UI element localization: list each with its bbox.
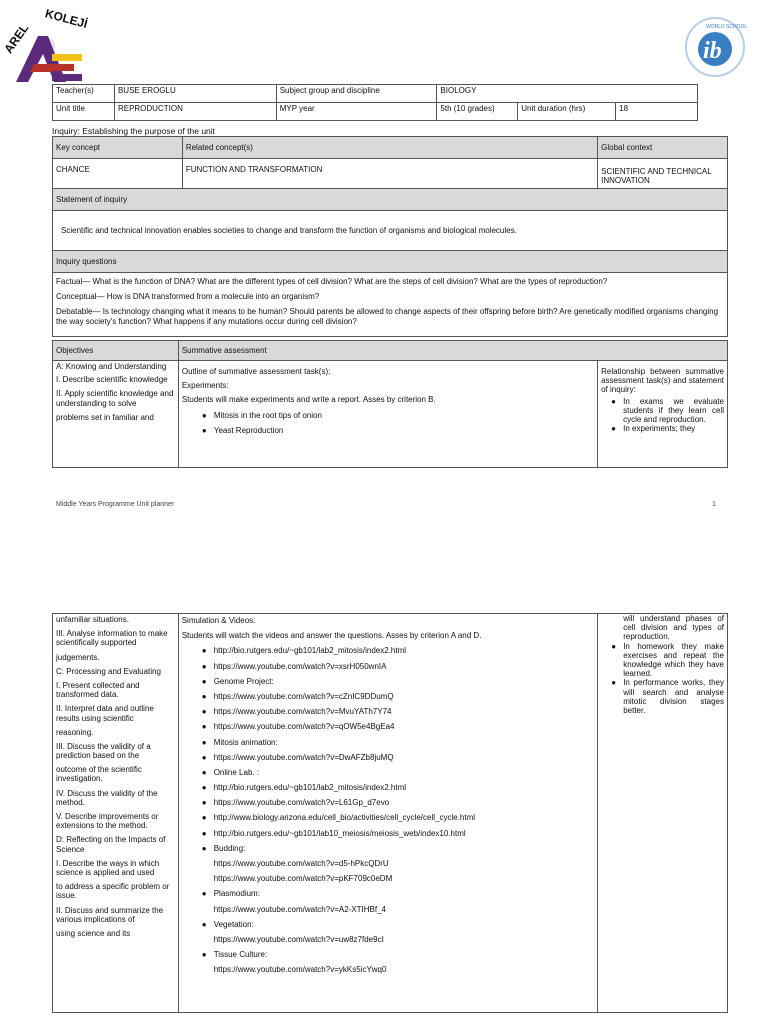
list-item	[182, 783, 595, 792]
list-item	[182, 813, 595, 822]
experiment-item: Mitosis in the root tips of onion	[213, 410, 322, 420]
objectives-label: Objectives	[53, 341, 179, 361]
bullet-icon: ●	[201, 783, 207, 793]
objective-item: III. Discuss the validity of a prediction based on the	[56, 741, 151, 761]
objective-item: III. Analyse information to make scientifically supported	[56, 629, 168, 648]
teacher-value: BUSE EROGLU	[114, 85, 276, 103]
subject-label: Subject group and discipline	[276, 85, 437, 103]
footer-text: Middle Years Programme Unit planner	[56, 501, 175, 508]
bullet-icon: ●	[201, 950, 207, 960]
statement-of-inquiry: Scientific and technical innovation enables societies to change and transform the function of organisms and biological molecules.	[53, 211, 728, 251]
bullet-icon: ●	[201, 661, 207, 671]
objective-item: C: Processing and Evaluating	[56, 666, 161, 676]
list-item	[182, 920, 595, 929]
resource-heading: Mitosis animation:	[213, 737, 278, 747]
list-item	[601, 424, 724, 433]
subject-value: BIOLOGY	[437, 85, 698, 103]
inquiry-table	[52, 136, 728, 337]
resource-heading: Plasmodium:	[213, 889, 260, 899]
resource-list-tissue	[182, 950, 595, 959]
resource-link[interactable]: https://www.youtube.com/watch?v=d5-hPkcQDrU	[213, 859, 389, 868]
myp-year-value: 5th (10 grades)	[437, 103, 518, 121]
bullet-icon: ●	[201, 737, 207, 747]
objective-item: IV. Discuss the validity of the method.	[56, 788, 158, 807]
unit-title-label: Unit title	[53, 103, 115, 121]
objective-item: II. Apply scientific knowledge and understanding to solve	[56, 389, 174, 408]
resource-heading: Online Lab. :	[213, 767, 260, 777]
resource-link[interactable]: https://www.youtube.com/watch?v=ykKs5icYwq0	[213, 965, 387, 975]
objective-item: problems set in familiar and	[56, 412, 154, 422]
footer-page-number: 1	[712, 501, 716, 508]
related-concept-value: FUNCTION AND TRANSFORMATION	[182, 159, 597, 189]
bullet-icon: ●	[201, 752, 207, 762]
objective-item: using science and its	[56, 928, 131, 938]
bullet-icon: ●	[201, 707, 207, 717]
resource-heading: Budding:	[213, 843, 246, 853]
list-item	[182, 798, 595, 807]
list-item	[182, 411, 594, 420]
resource-link[interactable]: https://www.youtube.com/watch?v=A2-XTIHBf_4	[213, 904, 387, 914]
objective-item: I. Describe scientific knowledge	[56, 375, 168, 385]
objectives-table-page2	[52, 613, 728, 1013]
resource-link[interactable]: http://bio.rutgers.edu/~gb101/lab10_meiosis/meiosis_web/index10.html	[213, 828, 466, 838]
bullet-icon: ●	[201, 889, 207, 899]
relationship-cell-page1	[598, 361, 728, 468]
myp-year-label: MYP year	[276, 103, 437, 121]
objective-item: V. Describe improvements or extensions to the method.	[56, 812, 159, 831]
bullet-icon: ●	[611, 396, 616, 406]
bullet-icon: ●	[201, 691, 207, 701]
list-item	[182, 768, 595, 777]
resource-link[interactable]: http://bio.rutgers.edu/~gb101/lab2_mitosis/index2.html	[213, 783, 407, 793]
svg-text:ib: ib	[703, 38, 722, 64]
list-item	[182, 646, 595, 655]
list-item	[182, 889, 595, 898]
objective-item: unfamiliar situations.	[56, 615, 129, 624]
list-item	[182, 677, 595, 686]
resource-link[interactable]: https://www.youtube.com/watch?v=pKF709c0eDM	[213, 874, 393, 884]
inquiry-heading: Inquiry: Establishing the purpose of the unit	[52, 126, 216, 136]
objective-item: outcome of the scientific investigation.	[56, 765, 142, 784]
statement-label: Statement of inquiry	[53, 189, 728, 211]
experiment-item: Yeast Reproduction	[213, 425, 284, 435]
relationship-item: In exams we evaluate students if they learn cell cycle and reproduction.	[623, 396, 724, 424]
list-item	[182, 722, 595, 731]
debatable-question: Debatable— Is technology changing what it means to be human? Should parents be allowed to change aspects of their offspring before birth? Are genetically modified organisms changing the way society's function? What happens if any mutations occur during cell division?	[56, 307, 719, 326]
bullet-icon: ●	[201, 676, 207, 686]
ib-world-school-logo	[684, 16, 746, 78]
bullet-icon: ●	[611, 641, 617, 651]
factual-question: Factual— What is the function of DNA? What are the different types of cell division? What are the steps of cell division? What are the types of reproduction?	[56, 277, 608, 286]
resource-link[interactable]: http://bio.rutgers.edu/~gb101/lab2_mitosis/index2.html	[213, 646, 407, 656]
relationship-item: In homework they make exercises and repeat the knowledge which they have learned.	[623, 641, 724, 679]
bullet-icon: ●	[201, 722, 207, 732]
objective-item: D: Reflecting on the Impacts of Science	[56, 835, 166, 854]
experiments-instruction: Students will make experiments and write a report. Asses by criterion B.	[181, 395, 436, 405]
key-concept-value: CHANCE	[53, 159, 183, 189]
bullet-icon: ●	[201, 425, 207, 435]
list-item	[182, 662, 595, 671]
list-item	[182, 707, 595, 716]
arel-logo-graphic	[1, 6, 90, 84]
summative-assessment-label: Summative assessment	[178, 341, 727, 361]
simulation-heading: Simulation & Videos:	[181, 616, 256, 625]
unit-duration-label: Unit duration (hrs)	[518, 103, 616, 121]
ib-logo-graphic	[684, 16, 746, 78]
list-item	[601, 642, 724, 679]
objective-item: II. Interpret data and outline results using scientific	[56, 704, 154, 723]
bullet-icon: ●	[611, 424, 616, 434]
bullet-icon: ●	[201, 828, 207, 838]
experiments-list	[182, 411, 594, 435]
relationship-continuation: will understand phases of cell division and types of reproduction.	[623, 614, 724, 642]
summative-cell-page2	[178, 614, 598, 1013]
list-item	[601, 397, 724, 425]
objectives-table-page1	[52, 340, 728, 468]
unit-title-value: REPRODUCTION	[114, 103, 276, 121]
summative-outline: Outline of summative assessment task(s):	[181, 367, 331, 376]
resource-list-plasmodium	[182, 889, 595, 898]
bullet-icon: ●	[201, 410, 207, 420]
arel-logo	[1, 6, 90, 84]
inquiry-questions-label: Inquiry questions	[53, 251, 728, 273]
objective-item: I. Describe the ways in which science is applied and used	[56, 858, 160, 877]
experiments-heading: Experiments:	[181, 381, 229, 391]
bullet-icon: ●	[201, 919, 207, 929]
list-item	[182, 426, 594, 435]
bullet-icon: ●	[201, 843, 207, 853]
resource-link[interactable]: https://www.youtube.com/watch?v=L61Gp_d7evo	[213, 798, 390, 808]
resource-link[interactable]: https://www.youtube.com/watch?v=qOW5e4BgEa4	[213, 722, 395, 732]
objective-item: I. Present collected and transformed data.	[56, 680, 140, 700]
inquiry-questions	[53, 273, 728, 337]
relationship-list-page2	[601, 642, 724, 716]
relationship-item: In performance works, they will search and analyse mitotic division stages better.	[623, 678, 724, 715]
global-context-label: Global context	[598, 137, 728, 159]
resource-list	[182, 646, 595, 853]
unit-duration-value: 18	[616, 103, 698, 121]
list-item	[182, 950, 595, 959]
resource-link[interactable]: https://www.youtube.com/watch?v=cZnIC9DDumQ	[213, 691, 394, 701]
teacher-label: Teacher(s)	[53, 85, 115, 103]
svg-text:KOLEJİ: KOLEJİ	[43, 6, 90, 32]
objective-item: reasoning.	[56, 727, 94, 737]
objective-item: judgements.	[56, 652, 100, 662]
bullet-icon: ●	[201, 767, 207, 777]
conceptual-question: Conceptual— How is DNA transformed from a molecule into an organism?	[56, 292, 320, 302]
video-instruction: Students will watch the videos and answer the questions. Asses by criterion A and D.	[181, 631, 482, 641]
objectives-cell-page2	[53, 614, 179, 1013]
resource-heading: Vegetation:	[213, 919, 254, 929]
objective-item: to address a specific problem or issue.	[56, 882, 170, 901]
objectives-cell-page1	[53, 361, 179, 468]
resource-link[interactable]: http://www.biology.arizona.edu/cell_bio/activities/cell_cycle/cell_cycle.html	[213, 813, 476, 823]
svg-text:AREL: AREL	[1, 21, 32, 56]
related-concept-label: Related concept(s)	[182, 137, 597, 159]
relationship-list-page1	[601, 397, 724, 434]
list-item	[182, 753, 595, 762]
list-item	[601, 678, 724, 715]
list-item	[182, 738, 595, 747]
resource-link[interactable]: https://www.youtube.com/watch?v=DwAFZb8juMQ	[213, 752, 394, 762]
resource-link[interactable]: https://www.youtube.com/watch?v=MvuYATh7Y74	[213, 707, 392, 717]
global-context-value: SCIENTIFIC AND TECHNICAL INNOVATION	[598, 159, 728, 189]
bullet-icon: ●	[201, 646, 207, 656]
resource-list-vegetation	[182, 920, 595, 929]
bullet-icon: ●	[201, 813, 207, 823]
list-item	[182, 829, 595, 838]
resource-heading: Genome Project:	[213, 676, 274, 686]
list-item	[182, 692, 595, 701]
objective-item: A: Knowing and Understanding	[56, 362, 167, 371]
resource-link[interactable]: https://www.youtube.com/watch?v=xsrH050wnIA	[213, 661, 387, 671]
summative-cell-page1	[178, 361, 597, 468]
svg-text:WORLD SCHOOL: WORLD SCHOOL	[706, 24, 748, 30]
resource-heading: Tissue Culture:	[213, 950, 268, 960]
resource-link[interactable]: https://www.youtube.com/watch?v=uw8z7fde9cI	[213, 934, 384, 944]
relationship-heading: Relationship between summative assessment task(s) and statement of inquiry:	[601, 367, 724, 395]
objective-item: II. Discuss and summarize the various implications of	[56, 905, 164, 924]
key-concept-label: Key concept	[53, 137, 183, 159]
relationship-item: In experiments; they	[623, 424, 696, 434]
bullet-icon: ●	[201, 798, 207, 808]
list-item	[182, 844, 595, 853]
relationship-cell-page2	[598, 614, 728, 1013]
unit-header-table	[52, 84, 698, 121]
bullet-icon: ●	[611, 678, 617, 688]
